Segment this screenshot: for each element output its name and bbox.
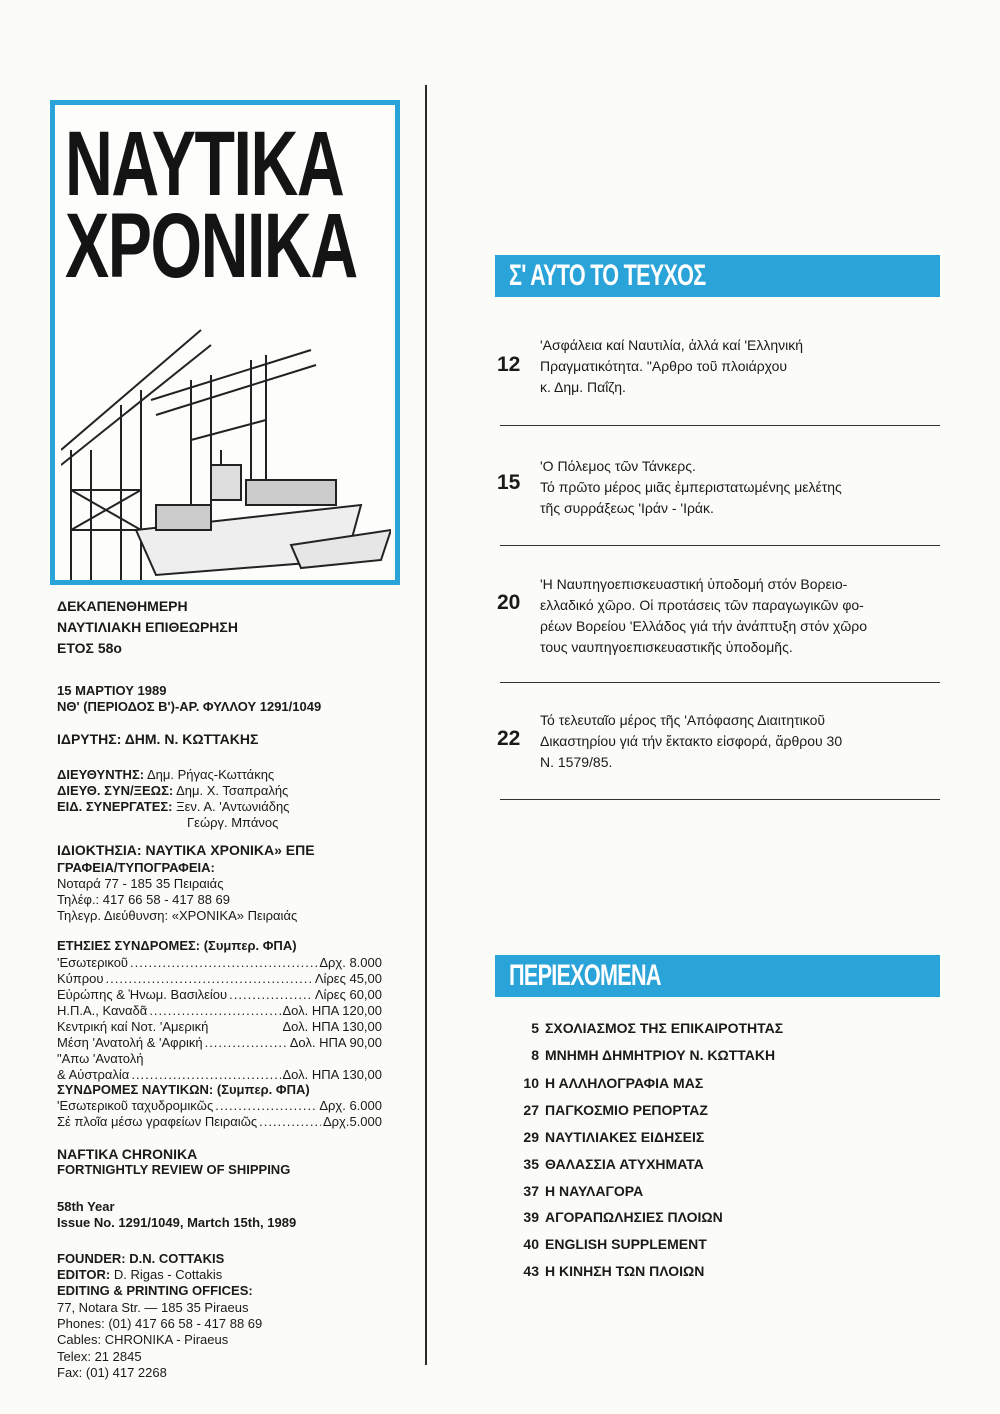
toc-item xyxy=(505,1020,945,1036)
toc-title: ΘΑΛΑΣΣΙΑ ΑΤΥΧΗΜΑΤΑ xyxy=(545,1156,704,1172)
article-line: ελλαδικό χῶρο. Οἱ προτάσεις τῶν παραγωγικῶν φο- xyxy=(540,597,864,613)
toc-page: 29 xyxy=(523,1129,539,1145)
article-page: 15 xyxy=(497,471,521,494)
subscription-row: & Αὐστραλία ..... Δολ. ΗΠΑ 130,00 xyxy=(57,1067,382,1082)
article-separator xyxy=(500,682,940,683)
article-line: 'Η Ναυπηγοεπισκευαστική ὑποδομή στόν Βορειο- xyxy=(540,576,848,592)
english-fax: Fax: (01) 417 2268 xyxy=(57,1365,167,1380)
subscription-list xyxy=(57,955,382,1082)
article-line: Τό πρῶτο μέρος μιᾶς ἐμπεριστατωμένης μελέτης xyxy=(540,479,842,495)
article-line: τῆς συρράξεως 'Ιράν - 'Ιράκ. xyxy=(540,500,714,516)
article-separator xyxy=(500,799,940,800)
toc-page: 5 xyxy=(531,1020,539,1036)
article-line: Δικαστηρίου γιά τήν ἔκτακτο εἰσφορά, ἄρθρου 30 xyxy=(540,733,843,749)
english-telex: Telex: 21 2845 xyxy=(57,1349,142,1364)
contributors-line xyxy=(57,799,289,814)
issue-date: 15 ΜΑΡΤΙΟΥ 1989 xyxy=(57,683,167,698)
in-this-issue-heading: Σ' ΑΥΤΟ ΤΟ ΤΕΥΧΟΣ xyxy=(509,259,706,292)
toc-item xyxy=(505,1129,945,1145)
toc-item xyxy=(505,1183,945,1199)
in-this-issue-banner xyxy=(495,255,940,297)
sailor-subscriptions-heading: ΣΥΝΔΡΟΜΕΣ ΝΑΥΤΙΚΩΝ: (Συμπερ. ΦΠΑ) xyxy=(57,1082,310,1097)
toc-title: ΣΧΟΛΙΑΣΜΟΣ ΤΗΣ ΕΠΙΚΑΙΡΟΤΗΤΑΣ xyxy=(545,1020,784,1036)
sailor-subscription-list xyxy=(57,1098,382,1129)
director-line xyxy=(57,767,274,782)
masthead-title-line1: ΝΑΥΤΙΚΑ xyxy=(65,113,344,215)
english-address: 77, Notara Str. — 185 35 Piraeus xyxy=(57,1300,249,1315)
english-editor-line xyxy=(57,1267,222,1282)
toc-title: ΜΝΗΜΗ ΔΗΜΗΤΡΙΟΥ Ν. ΚΩΤΤΑΚΗ xyxy=(545,1047,776,1063)
article-line: ρέων Βορείου 'Ελλάδος γιά τήν ἀνάπτυξη στόν χῶρο xyxy=(540,618,868,634)
founder-greek: ΙΔΡΥΤΗΣ: ΔΗΜ. Ν. ΚΩΤΤΑΚΗΣ xyxy=(57,731,259,747)
article-line: 'Ο Πόλεμος τῶν Τάνκερς. xyxy=(540,458,696,474)
article-line: κ. Δημ. Παΐζη. xyxy=(540,379,626,395)
year-label: ΕΤΟΣ 58ο xyxy=(57,640,122,656)
toc-item xyxy=(505,1047,945,1063)
subscriptions-heading: ΕΤΗΣΙΕΣ ΣΥΝΔΡΟΜΕΣ: (Συμπερ. ΦΠΑ) xyxy=(57,938,297,953)
contents-heading: ΠΕΡΙΕΧΟΜΕΝΑ xyxy=(509,959,661,992)
toc-title: Η ΚΙΝΗΣΗ ΤΩΝ ΠΛΟΙΩΝ xyxy=(545,1263,705,1279)
toc-page: 43 xyxy=(523,1263,539,1279)
article-page: 12 xyxy=(497,353,521,376)
contributor-1: Ξεν. Α. 'Αντωνιάδης xyxy=(176,799,290,814)
subscription-row: Μέση 'Ανατολή & 'Αφρική ..... Δολ. ΗΠΑ 90,00 xyxy=(57,1035,382,1050)
subtitle-review: ΝΑΥΤΙΛΙΑΚΗ ΕΠΙΘΕΩΡΗΣΗ xyxy=(57,619,238,635)
editor-name: Δημ. Χ. Τσαπραλής xyxy=(176,783,289,798)
toc-page: 27 xyxy=(523,1102,539,1118)
offices-label: ΓΡΑΦΕΙΑ/ΤΥΠΟΓΡΑΦΕΙΑ: xyxy=(57,860,215,875)
english-title: NAFTIKA CHRONIKA xyxy=(57,1146,198,1162)
article-page: 20 xyxy=(497,591,521,614)
article-line: τους ναυπηγοεπισκευαστικῆς ὑποδομῆς. xyxy=(540,639,793,655)
toc-title: ΝΑΥΤΙΛΙΑΚΕΣ ΕΙΔΗΣΕΙΣ xyxy=(545,1129,705,1145)
subtitle-fortnightly: ΔΕΚΑΠΕΝΘΗΜΕΡΗ xyxy=(57,598,188,614)
toc-title: Η ΑΛΛΗΛΟΓΡΑΦΙΑ ΜΑΣ xyxy=(545,1075,704,1091)
subscription-row: 'Εσωτερικοῦ ..... Δρχ. 8.000 xyxy=(57,955,382,970)
article-summary xyxy=(540,574,940,658)
toc-title: ENGLISH SUPPLEMENT xyxy=(545,1236,707,1252)
issue-number: ΝΘ' (ΠΕΡΙΟΔΟΣ Β')-ΑΡ. ΦΥΛΛΟΥ 1291/1049 xyxy=(57,699,322,714)
editor-label: ΔΙΕΥΘ. ΣΥΝ/ΞΕΩΣ: xyxy=(57,783,174,798)
toc-item xyxy=(505,1156,945,1172)
toc-item xyxy=(505,1075,945,1091)
article-line: 'Ασφάλεια καί Ναυτιλία, ἀλλά καί 'Ελληνική xyxy=(540,337,804,353)
toc-item xyxy=(505,1263,945,1279)
toc-page: 39 xyxy=(523,1209,539,1225)
english-founder: FOUNDER: D.N. COTTAKIS xyxy=(57,1251,225,1266)
toc-page: 40 xyxy=(523,1236,539,1252)
english-cables: Cables: CHRONIKA - Piraeus xyxy=(57,1332,229,1347)
masthead-title-line2: ΧΡΟΝΙΚΑ xyxy=(65,195,357,297)
port-illustration xyxy=(61,290,391,580)
toc-page: 8 xyxy=(531,1047,539,1063)
subscription-row: Κύπρου ..... Λίρες 45,00 xyxy=(57,971,382,986)
address-greek: Νοταρά 77 - 185 35 Πειραιάς xyxy=(57,876,224,891)
toc-item xyxy=(505,1102,945,1118)
english-year: 58th Year xyxy=(57,1199,115,1214)
masthead xyxy=(50,100,400,585)
article-summary xyxy=(540,456,940,519)
english-phones: Phones: (01) 417 66 58 - 417 88 69 xyxy=(57,1316,263,1331)
telegraph-greek: Τηλεγρ. Διεύθυνση: «ΧΡΟΝΙΚΑ» Πειραιάς xyxy=(57,908,298,923)
contributor-2: Γεώργ. Μπάνος xyxy=(187,815,279,830)
article-line: Ν. 1579/85. xyxy=(540,754,613,770)
english-editor-label: EDITOR: xyxy=(57,1267,111,1282)
english-subtitle: FORTNIGHTLY REVIEW OF SHIPPING xyxy=(57,1162,291,1177)
english-issue: Issue No. 1291/1049, Martch 15th, 1989 xyxy=(57,1215,297,1230)
article-summary xyxy=(540,710,940,773)
ownership: ΙΔΙΟΚΤΗΣΙΑ: ΝΑΥΤΙΚΑ ΧΡΟΝΙΚΑ» ΕΠΕ xyxy=(57,842,315,858)
contributors-label: ΕΙΔ. ΣΥΝΕΡΓΑΤΕΣ: xyxy=(57,799,173,814)
director-label: ΔΙΕΥΘΥΝΤΗΣ: xyxy=(57,767,145,782)
subscription-far-east-label: "Απω 'Ανατολή xyxy=(57,1051,144,1066)
contents-banner xyxy=(495,955,940,997)
editor-line xyxy=(57,783,288,798)
subscription-row: Εὐρώπης & Ἡνωμ. Βασιλείου ..... Λίρες 60,00 xyxy=(57,987,382,1002)
toc-title: ΑΓΟΡΑΠΩΛΗΣΙΕΣ ΠΛΟΙΩΝ xyxy=(545,1209,723,1225)
toc-title: Η ΝΑΥΛΑΓΟΡΑ xyxy=(545,1183,644,1199)
article-line: Τό τελευταῖο μέρος τῆς 'Απόφασης Διαιτητικοῦ xyxy=(540,712,826,728)
subscription-row: Η.Π.Α., Καναδᾶ ..... Δολ. ΗΠΑ 120,00 xyxy=(57,1003,382,1018)
toc-page: 35 xyxy=(523,1156,539,1172)
toc-item xyxy=(505,1236,945,1252)
english-offices: EDITING & PRINTING OFFICES: xyxy=(57,1283,253,1298)
toc-page: 37 xyxy=(523,1183,539,1199)
article-separator xyxy=(500,545,940,546)
article-separator xyxy=(500,425,940,426)
toc-title: ΠΑΓΚΟΣΜΙΟ ΡΕΠΟΡΤΑΖ xyxy=(545,1102,708,1118)
subscription-row: Σέ πλοῖα μέσω γραφείων Πειραιῶς ..... Δρχ.5.000 xyxy=(57,1114,382,1129)
subscription-row: Κεντρική καί Νοτ. 'Αμερική Δολ. ΗΠΑ 130,00 xyxy=(57,1019,382,1034)
toc-page: 10 xyxy=(523,1075,539,1091)
article-summary xyxy=(540,335,940,398)
toc-item xyxy=(505,1209,945,1225)
article-page: 22 xyxy=(497,727,521,750)
director-name: Δημ. Ρήγας-Κωττάκης xyxy=(146,767,275,782)
subscription-row: 'Εσωτερικοῦ ταχυδρομικῶς ..... Δρχ. 6.000 xyxy=(57,1098,382,1113)
english-editor-name: D. Rigas - Cottakis xyxy=(113,1267,223,1282)
article-line: Πραγματικότητα. "Αρθρο τοῦ πλοιάρχου xyxy=(540,358,788,374)
column-divider xyxy=(425,85,427,1365)
phone-greek: Τηλέφ.: 417 66 58 - 417 88 69 xyxy=(57,892,230,907)
